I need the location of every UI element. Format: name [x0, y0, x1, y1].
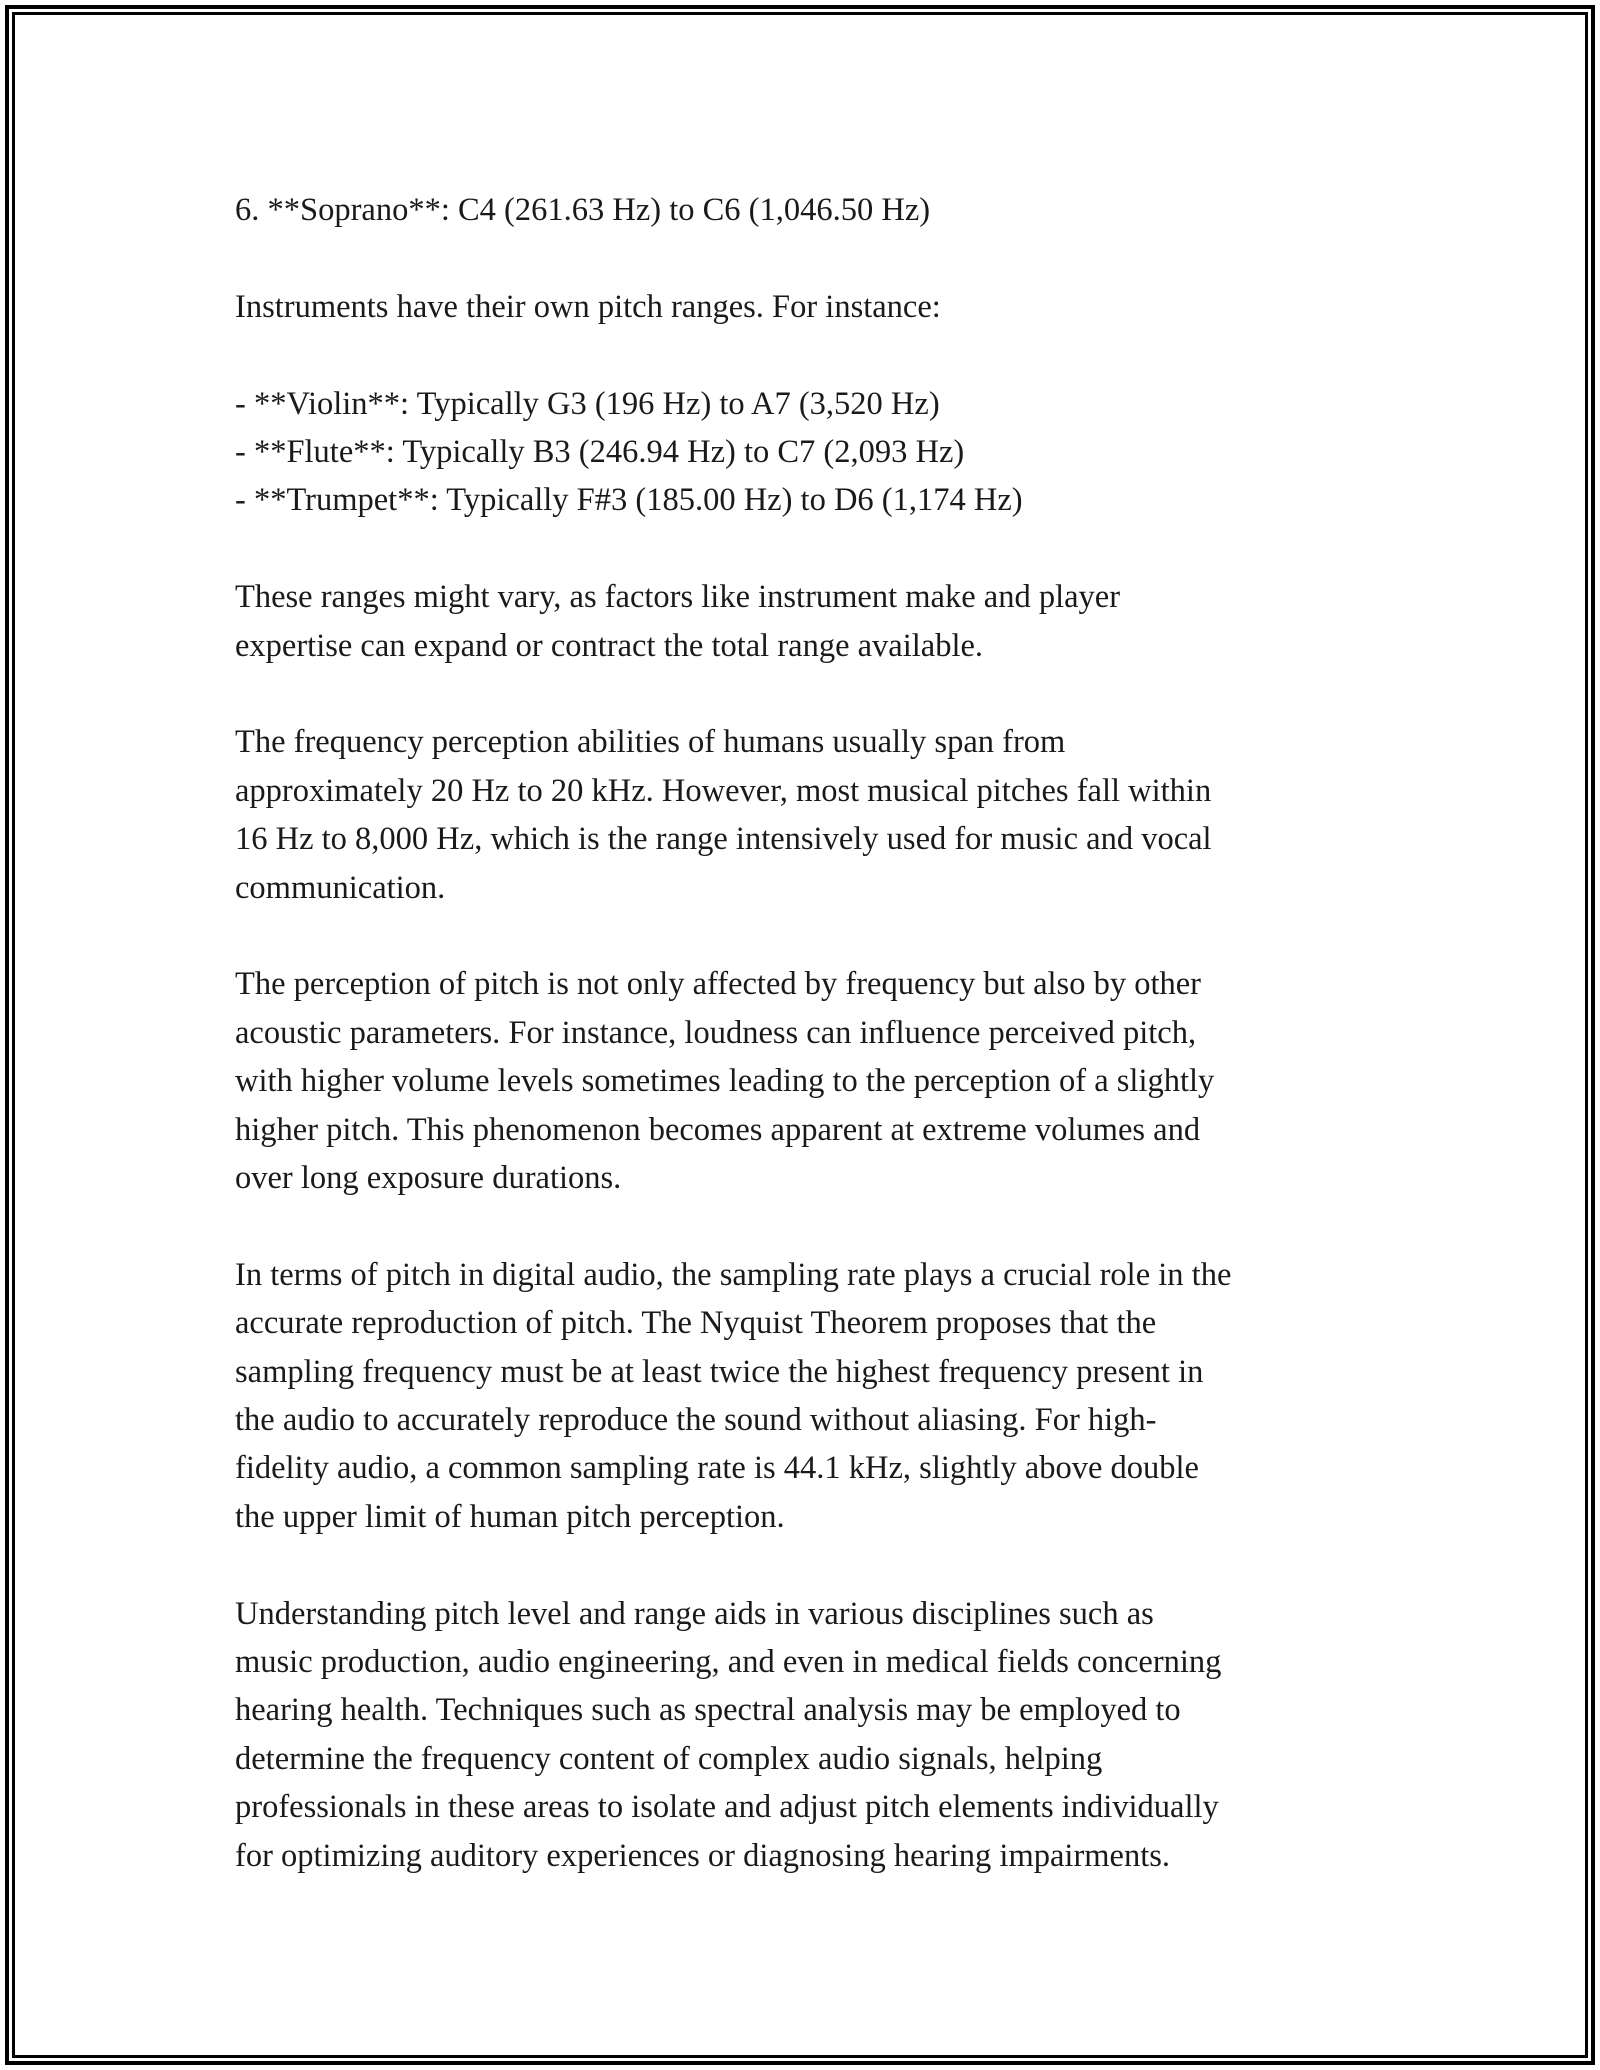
instrument-range-list [235, 380, 1375, 525]
paragraph-loudness-effect: The perception of pitch is not only affected by frequency but also by other acoustic parameters. For instance, loudness can influence perceived pitch, with higher volume levels sometimes leading to the perception of a slightly higher pitch. This phenomenon becomes apparent at extreme volumes and over long exposure durations. [235, 966, 1215, 1197]
paragraph-human-perception: The frequency perception abilities of humans usually span from approximately 20 Hz to 20 kHz. However, most musical pitches fall within 16 Hz to 8,000 Hz, which is the range intensively used for music and vocal communication. [235, 724, 1212, 906]
paragraph-digital-audio: In terms of pitch in digital audio, the sampling rate plays a crucial role in the accurate reproduction of pitch. The Nyquist Theorem proposes that the sampling frequency must be at least twice the highest frequency present in the audio to accurately reproduce the sound without aliasing. For high- fidelity audio, a common sampling rate is 44.1 kHz, slightly above double the upper limit of human pitch perception. [235, 1256, 1232, 1535]
paragraph-range-variation: These ranges might vary, as factors like instrument make and player expertise can expand or contract the total range available. [235, 579, 1121, 664]
list-item-violin: - **Violin**: Typically G3 (196 Hz) to A7 (3,520 Hz) [235, 385, 940, 422]
list-item-trumpet: - **Trumpet**: Typically F#3 (185.00 Hz) to D6 (1,174 Hz) [235, 482, 1023, 519]
instruments-intro: Instruments have their own pitch ranges. For instance: [235, 288, 941, 325]
soprano-line: 6. **Soprano**: C4 (261.63 Hz) to C6 (1,046.50 Hz) [235, 192, 931, 228]
list-item-flute: - **Flute**: Typically B3 (246.94 Hz) to C7 (2,093 Hz) [235, 434, 965, 470]
paragraph-applications: Understanding pitch level and range aids in various disciplines such as music production, audio engineering, and even in medical fields concerning hearing health. Techniques such as spectral analysis may be employed to determine the frequency content of complex audio signals, helping professionals in these areas to isolate and adjust pitch elements individually for optimizing auditory experiences or diagnosing hearing impairments. [235, 1595, 1222, 1874]
document-body [235, 186, 1375, 1929]
